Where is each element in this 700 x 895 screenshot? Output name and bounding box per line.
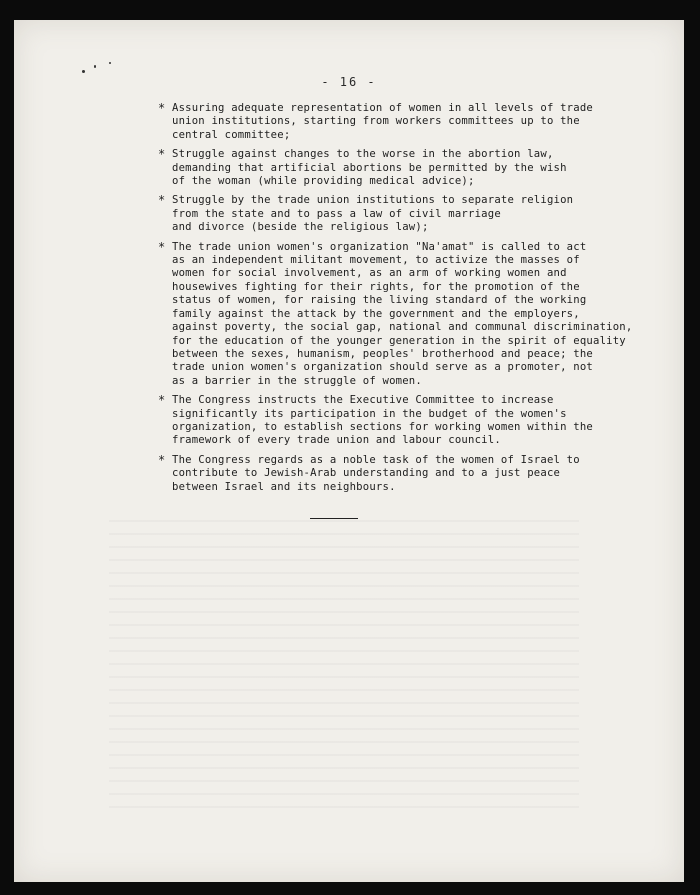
asterisk-bullet: *	[158, 101, 166, 115]
asterisk-bullet: *	[158, 452, 166, 467]
list-item	[158, 194, 648, 234]
asterisk-bullet: *	[158, 393, 166, 408]
item-text: Struggle against changes to the worse in the abortion law, demanding that artificial abortions be permitted by the wish of the woman (while providing medical advice);	[172, 148, 567, 188]
item-text: Assuring adequate representation of women in all levels of trade union institutions, starting from workers committees up to the central committee;	[172, 102, 593, 141]
item-text: The Congress regards as a noble task of the women of Israel to contribute to Jewish-Arab understanding and to a just peace between Israel and its neighbours.	[172, 453, 580, 493]
list-item	[158, 394, 648, 448]
list-item	[158, 241, 648, 388]
asterisk-bullet: *	[158, 147, 166, 162]
list-item	[158, 102, 648, 142]
resolution-list	[158, 102, 648, 500]
ink-speck	[109, 62, 111, 64]
list-item	[158, 148, 648, 188]
document-page	[14, 20, 684, 882]
asterisk-bullet: *	[158, 239, 166, 254]
item-text: The Congress instructs the Executive Committee to increase significantly its participation in the budget of the women's organization, to establish sections for working women within the framework of every trade union and labour council.	[172, 394, 593, 447]
ink-speck	[94, 65, 96, 68]
page-number: - 16 -	[321, 75, 377, 89]
item-text: The trade union women's organization "Na'amat" is called to act as an independent militant movement, to activize the masses of women for social involvement, as an arm of working women and housewives fighting for their rights, for the promotion of the status of women, for raising the living standard of the working family against the attack by the government and the employers, against poverty, the social gap, national and communal discrimination, for the education of the younger generation in the spirit of equality between the sexes, humanism, peoples' brotherhood and peace; the trade union women's organization should serve as a promoter, not as a barrier in the struggle of women.	[172, 240, 633, 387]
end-rule	[310, 518, 358, 519]
show-through-text	[109, 520, 579, 810]
asterisk-bullet: *	[158, 193, 166, 208]
item-text: Struggle by the trade union institutions to separate religion from the state and to pass a law of civil marriage and divorce (beside the religious law);	[172, 194, 574, 234]
list-item	[158, 454, 648, 494]
ink-speck	[82, 70, 85, 73]
